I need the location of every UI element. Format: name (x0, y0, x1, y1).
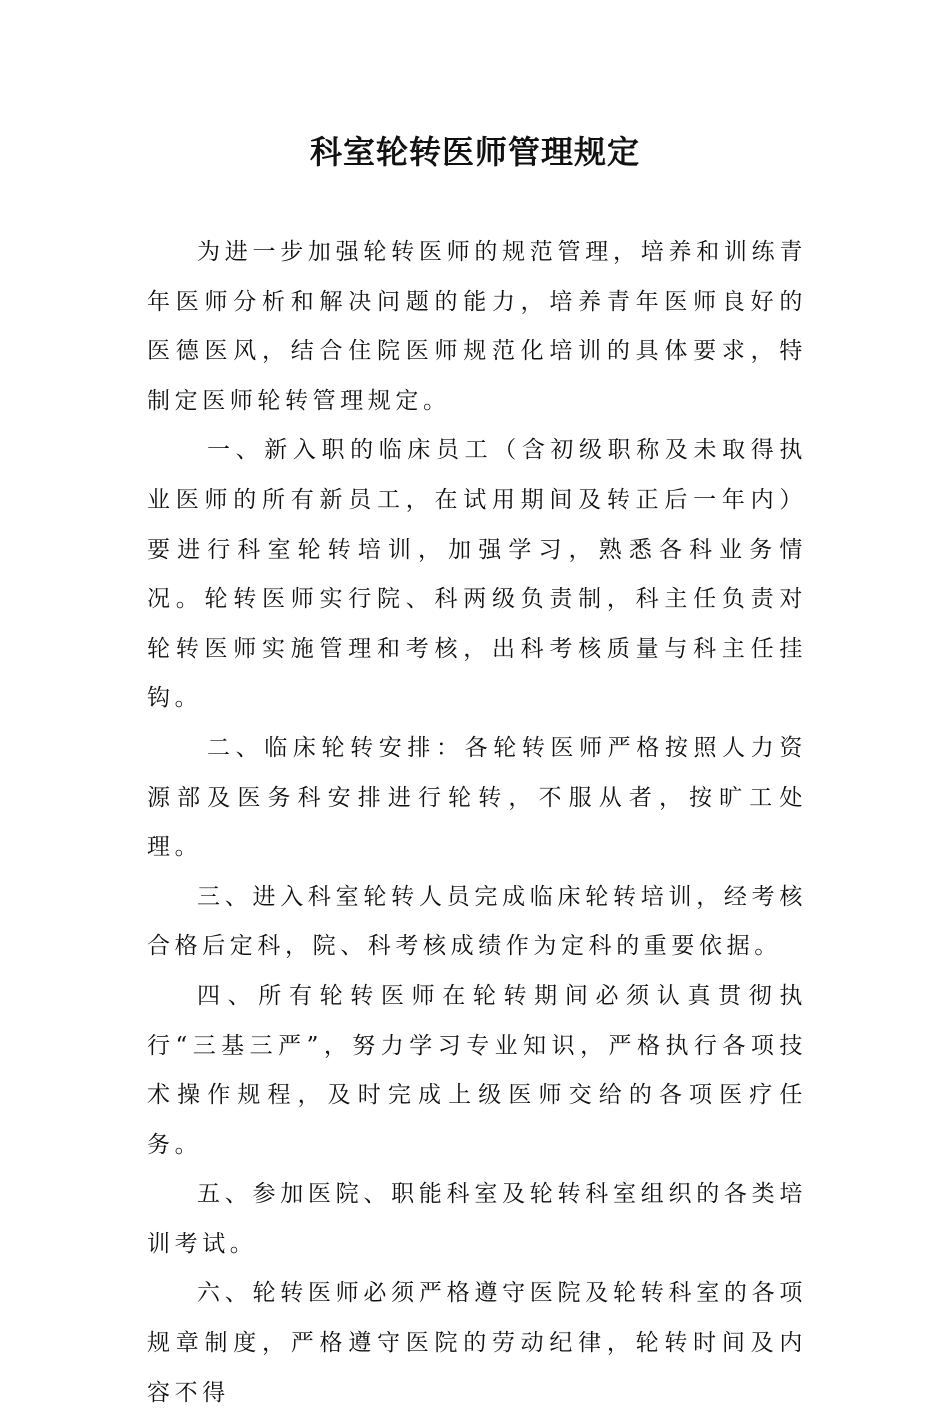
document-body (147, 228, 807, 1418)
paragraph-rule-6: 六、轮转医师必须严格遵守医院及轮转科室的各项规章制度，严格遵守医院的劳动纪律，轮转时间及内容不得 (147, 1280, 807, 1406)
paragraph-intro: 为进一步加强轮转医师的规范管理，培养和训练青年医师分析和解决问题的能力，培养青年医师良好的医德医风，结合住院医师规范化培训的具体要求，特制定医师轮转管理规定。 (147, 239, 807, 414)
paragraph-rule-1: 一、新入职的临床员工（含初级职称及未取得执业医师的所有新员工，在试用期间及转正后一年内）要进行科室轮转培训，加强学习，熟悉各科业务情况。轮转医师实行院、科两级负责制，科主任负责对轮转医师实施管理和考核，出科考核质量与科主任挂钩。 (147, 437, 807, 712)
paragraph-rule-4: 四、所有轮转医师在轮转期间必须认真贯彻执行“三基三严”，努力学习专业知识，严格执行各项技术操作规程，及时完成上级医师交给的各项医疗任务。 (147, 982, 807, 1158)
document-title: 科室轮转医师管理规定 (309, 133, 640, 171)
paragraph-rule-5: 五、参加医院、职能科室及轮转科室组织的各类培训考试。 (147, 1181, 807, 1257)
paragraph-rule-2: 二、临床轮转安排：各轮转医师严格按照人力资源部及医务科安排进行轮转，不服从者，按旷工处理。 (147, 734, 807, 861)
paragraph-rule-3: 三、进入科室轮转人员完成临床轮转培训，经考核合格后定科，院、科考核成绩作为定科的重要依据。 (147, 883, 807, 960)
